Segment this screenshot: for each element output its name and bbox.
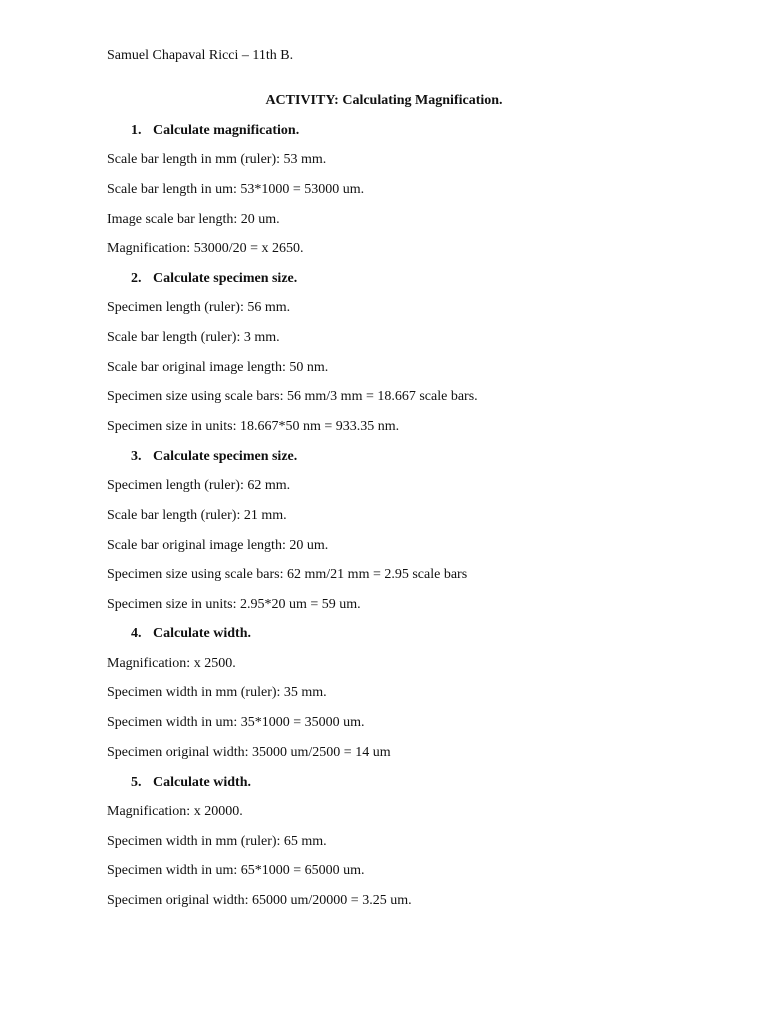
section-3-heading	[131, 448, 297, 466]
section-1-heading	[131, 122, 299, 140]
section-1-line-1: Scale bar length in mm (ruler): 53 mm.	[107, 152, 327, 167]
section-3-line-2: Scale bar length (ruler): 21 mm.	[107, 508, 287, 523]
section-1-line-3: Image scale bar length: 20 um.	[107, 212, 280, 227]
section-5-line-2: Specimen width in mm (ruler): 65 mm.	[107, 834, 327, 849]
section-number: 1.	[131, 123, 142, 138]
section-5-line-3: Specimen width in um: 65*1000 = 65000 um.	[107, 863, 365, 878]
section-2-line-2: Scale bar length (ruler): 3 mm.	[107, 330, 280, 345]
author-line: Samuel Chapaval Ricci – 11th B.	[107, 48, 294, 63]
section-5-line-4: Specimen original width: 65000 um/20000 = 3.25 um.	[107, 893, 412, 908]
section-3-line-4: Specimen size using scale bars: 62 mm/21 mm = 2.95 scale bars	[107, 567, 468, 582]
section-4-heading	[131, 625, 251, 643]
document-title: ACTIVITY: Calculating Magnification.	[265, 93, 503, 108]
section-4-line-2: Specimen width in mm (ruler): 35 mm.	[107, 685, 327, 700]
section-number: 4.	[131, 626, 142, 641]
section-number: 2.	[131, 271, 142, 286]
section-2-line-3: Scale bar original image length: 50 nm.	[107, 360, 329, 375]
section-4-line-1: Magnification: x 2500.	[107, 656, 236, 671]
section-heading-text: Calculate width.	[153, 626, 251, 641]
section-heading-text: Calculate specimen size.	[153, 449, 298, 464]
section-5-line-1: Magnification: x 20000.	[107, 804, 243, 819]
section-3-line-3: Scale bar original image length: 20 um.	[107, 538, 329, 553]
section-number: 3.	[131, 449, 142, 464]
section-2-line-5: Specimen size in units: 18.667*50 nm = 933.35 nm.	[107, 419, 400, 434]
section-3-line-1: Specimen length (ruler): 62 mm.	[107, 478, 291, 493]
section-2-line-4: Specimen size using scale bars: 56 mm/3 mm = 18.667 scale bars.	[107, 389, 478, 404]
section-heading-text: Calculate width.	[153, 775, 251, 790]
section-1-line-2: Scale bar length in um: 53*1000 = 53000 um.	[107, 182, 365, 197]
section-1-line-4: Magnification: 53000/20 = x 2650.	[107, 241, 304, 256]
section-2-line-1: Specimen length (ruler): 56 mm.	[107, 300, 291, 315]
section-5-heading	[131, 774, 251, 792]
section-2-heading	[131, 270, 297, 288]
section-heading-text: Calculate specimen size.	[153, 271, 298, 286]
section-heading-text: Calculate magnification.	[153, 123, 300, 138]
section-number: 5.	[131, 775, 142, 790]
section-4-line-4: Specimen original width: 35000 um/2500 = 14 um	[107, 745, 391, 760]
section-3-line-5: Specimen size in units: 2.95*20 um = 59 um.	[107, 597, 361, 612]
section-4-line-3: Specimen width in um: 35*1000 = 35000 um.	[107, 715, 365, 730]
